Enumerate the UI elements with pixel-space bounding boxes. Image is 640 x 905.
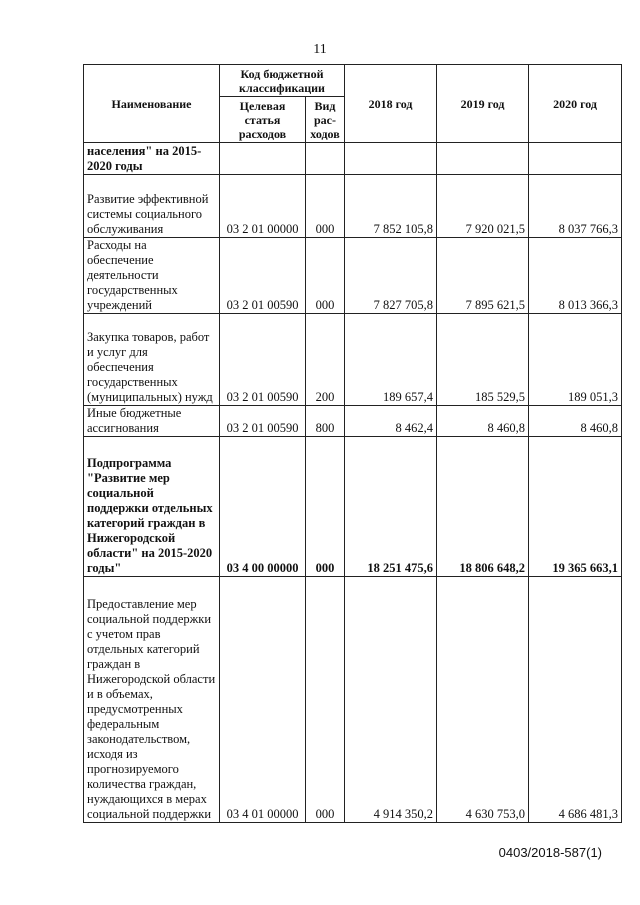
row-expense-type: 000: [306, 437, 345, 577]
row-name: Закупка товаров, работ и услуг для обеспечения государственных (муниципальных) нужд: [84, 314, 220, 406]
header-code-group: Код бюджетной классификации: [220, 65, 345, 97]
row-expense-type: 200: [306, 314, 345, 406]
row-2018: 4 914 350,2: [345, 577, 437, 823]
row-expense-type: 000: [306, 238, 345, 314]
header-2019: 2019 год: [437, 65, 529, 143]
row-2019: 8 460,8: [437, 406, 529, 437]
table-row: [84, 175, 622, 238]
row-expense-type: 000: [306, 577, 345, 823]
table-row: [84, 437, 622, 577]
row-2019: 7 895 621,5: [437, 238, 529, 314]
row-2018: 7 852 105,8: [345, 175, 437, 238]
row-code: 03 4 00 00000: [220, 437, 306, 577]
row-code: 03 2 01 00590: [220, 406, 306, 437]
budget-table: [83, 64, 622, 823]
header-2020: 2020 год: [529, 65, 622, 143]
header-2018: 2018 год: [345, 65, 437, 143]
row-code: 03 4 01 00000: [220, 577, 306, 823]
row-name: Иные бюджетные ассигнования: [84, 406, 220, 437]
row-2019: 185 529,5: [437, 314, 529, 406]
row-2020: 189 051,3: [529, 314, 622, 406]
row-name: населения" на 2015-2020 годы: [84, 143, 220, 175]
row-2020: 19 365 663,1: [529, 437, 622, 577]
table-row: [84, 406, 622, 437]
row-2020: 4 686 481,3: [529, 577, 622, 823]
row-2018: 18 251 475,6: [345, 437, 437, 577]
row-2020: 8 037 766,3: [529, 175, 622, 238]
row-code: 03 2 01 00000: [220, 175, 306, 238]
header-target-article: Целевая статья расходов: [220, 97, 306, 143]
row-code: 03 2 01 00590: [220, 238, 306, 314]
page-number: 11: [313, 42, 327, 57]
row-2018: 7 827 705,8: [345, 238, 437, 314]
header-name: Наименование: [84, 65, 220, 143]
row-expense-type: [306, 143, 345, 175]
row-2020: 8 013 366,3: [529, 238, 622, 314]
table-row: [84, 314, 622, 406]
header-expense-type: Вид рас-ходов: [306, 97, 345, 143]
row-name: Расходы на обеспечение деятельности государственных учреждений: [84, 238, 220, 314]
document-code: 0403/2018-587(1): [498, 845, 602, 860]
row-2019: 18 806 648,2: [437, 437, 529, 577]
table-row: [84, 238, 622, 314]
table-row: [84, 143, 622, 175]
row-2020: [529, 143, 622, 175]
row-name: Развитие эффективной системы социального обслуживания: [84, 175, 220, 238]
row-expense-type: 800: [306, 406, 345, 437]
row-expense-type: 000: [306, 175, 345, 238]
row-2018: 8 462,4: [345, 406, 437, 437]
row-2018: [345, 143, 437, 175]
row-name: Подпрограмма "Развитие мер социальной поддержки отдельных категорий граждан в Нижегородской области" на 2015-2020 годы": [84, 437, 220, 577]
row-2018: 189 657,4: [345, 314, 437, 406]
row-name: Предоставление мер социальной поддержки с учетом прав отдельных категорий граждан в Нижегородской области и в объемах, предусмотренных федеральным законодательством, исходя из прогнозируемого количества граждан, нуждающихся в мерах социальной поддержки: [84, 577, 220, 823]
row-2019: 7 920 021,5: [437, 175, 529, 238]
row-2020: 8 460,8: [529, 406, 622, 437]
row-2019: 4 630 753,0: [437, 577, 529, 823]
row-code: 03 2 01 00590: [220, 314, 306, 406]
row-code: [220, 143, 306, 175]
row-2019: [437, 143, 529, 175]
table-row: [84, 577, 622, 823]
